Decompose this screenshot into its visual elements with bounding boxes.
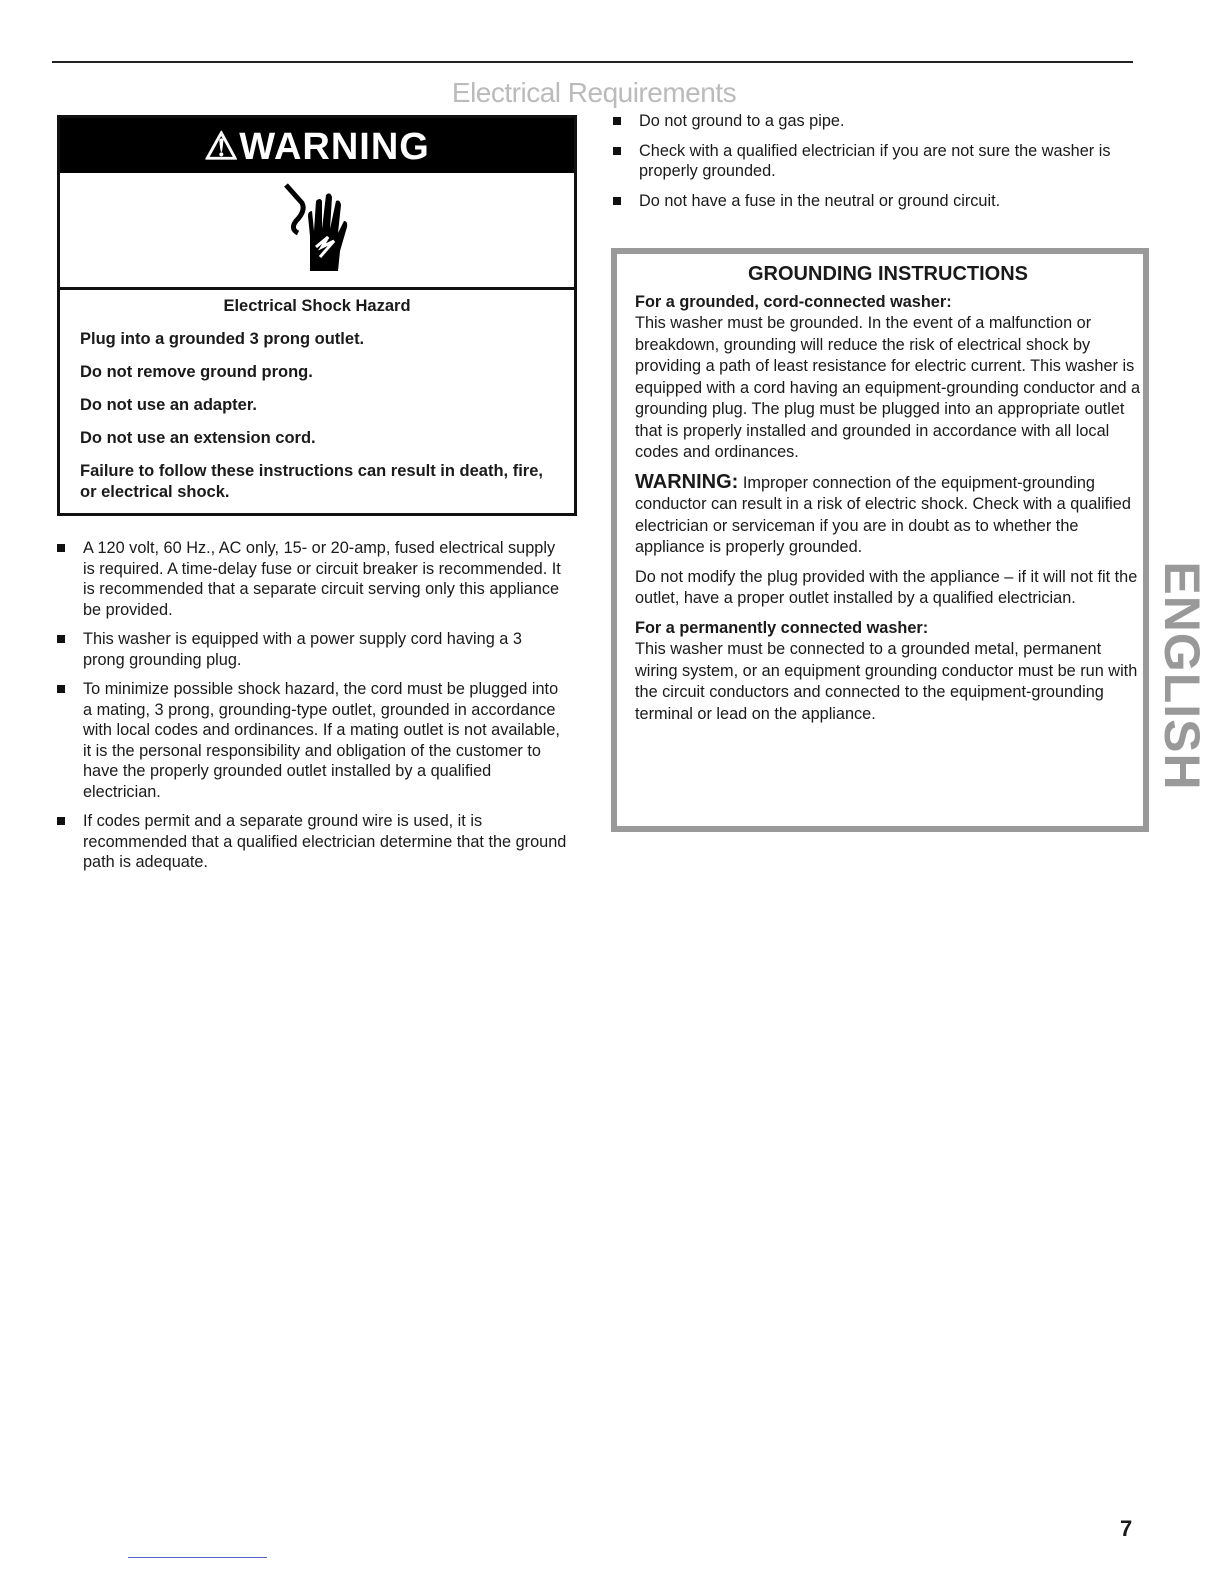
warning-line: Do not remove ground prong.	[80, 363, 313, 381]
warning-header-text: WARNING	[239, 126, 430, 168]
right-bullet-list	[613, 111, 1113, 220]
warning-line: Failure to follow these instructions can result in death, fire, or electrical shock.	[80, 462, 543, 501]
cord-connected-text: This washer must be grounded. In the event of a malfunction or breakdown, grounding will reduce the risk of electrical shock by providing a path of least resistance for electric current. This washer is equipped with a cord having an equipment-grounding conductor and a grounding plug. The plug must be plugged into an appropriate outlet that is properly installed and grounded in accordance with all local codes and ordinances.	[635, 314, 1141, 461]
warning-line: Plug into a grounded 3 prong outlet.	[80, 330, 365, 348]
warning-header	[60, 118, 574, 173]
warning-text	[60, 290, 574, 503]
section-title: Electrical Requirements	[451, 77, 737, 108]
warning-line: Do not use an extension cord.	[80, 429, 316, 447]
top-rule	[52, 61, 1133, 63]
permanent-subheading: For a permanently connected washer:	[635, 618, 929, 637]
warning-line: Do not use an adapter.	[80, 396, 257, 414]
grounding-warning	[635, 472, 1141, 559]
list-item: If codes permit and a separate ground wire is used, it is recommended that a qualified electrician determine that the ground path is adequate.	[57, 811, 567, 873]
warning-box	[57, 115, 577, 516]
side-tab-label: ENGLISH	[1154, 561, 1210, 791]
left-bullet-list	[57, 538, 567, 882]
list-item: To minimize possible shock hazard, the cord must be plugged into a mating, 3 prong, grounding-type outlet, grounded in accordance with local codes and ordinances. If a mating outlet is not available, it is the personal responsibility and obligation of the customer to have the properly grounded outlet installed by a qualified electrician.	[57, 679, 567, 802]
grounding-heading: GROUNDING INSTRUCTIONS	[748, 263, 1028, 285]
permanent-text: This washer must be connected to a grounded metal, permanent wiring system, or an equipment grounding conductor must be run with the circuit conductors and connected to the equipment-grounding terminal or lead on the appliance.	[635, 640, 1138, 723]
page-number: 7	[1120, 1516, 1133, 1541]
warning-triangle-icon: ⚠	[204, 126, 240, 168]
electrical-shock-hand-icon	[280, 181, 360, 281]
warning-text: Improper connection of the equipment-grounding conductor can result in a risk of electric shock. Check with a qualified electrician or serviceman if you are in doubt as to whether the appliance is properly grounded.	[635, 473, 1131, 556]
list-item: A 120 volt, 60 Hz., AC only, 15- or 20-amp, fused electrical supply is required. A time-delay fuse or circuit breaker is recommended. It is recommended that a separate circuit serving only this appliance be provided.	[57, 538, 567, 620]
footer-rule	[128, 1557, 267, 1558]
list-item: Do not ground to a gas pipe.	[613, 111, 1113, 132]
list-item: Do not have a fuse in the neutral or ground circuit.	[613, 191, 1113, 212]
language-side-tab	[1154, 561, 1210, 791]
list-item: Check with a qualified electrician if you are not sure the washer is properly grounded.	[613, 141, 1113, 182]
warning-label: WARNING:	[635, 470, 739, 493]
shock-icon-area	[60, 173, 574, 290]
list-item: This washer is equipped with a power supply cord having a 3 prong grounding plug.	[57, 629, 567, 670]
cord-connected-subheading: For a grounded, cord-connected washer:	[635, 292, 952, 311]
grounding-instructions-box	[611, 248, 1149, 832]
plug-modify-text: Do not modify the plug provided with the appliance – if it will not fit the outlet, have a proper outlet installed by a qualified electrician.	[635, 567, 1138, 607]
hazard-title: Electrical Shock Hazard	[223, 297, 411, 315]
